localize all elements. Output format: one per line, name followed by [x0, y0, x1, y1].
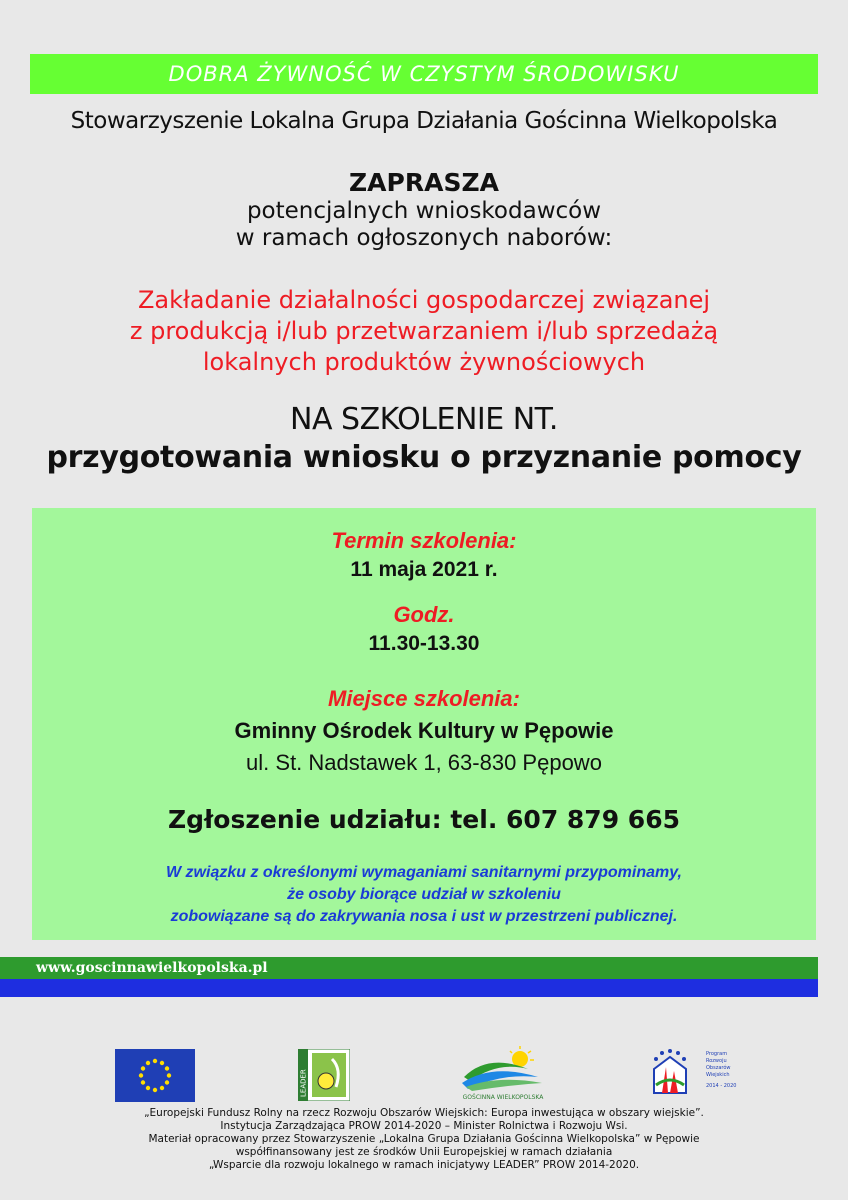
prow-logo-icon	[648, 1045, 750, 1101]
note-line-3: zobowiązane są do zakrywania nosa i ust w przestrzeni publicznej.	[170, 908, 678, 925]
slogan-banner: DOBRA ŻYWNOŚĆ W CZYSTYM ŚRODOWISKU	[30, 54, 818, 94]
prow-text-1: Program	[706, 1051, 728, 1057]
time-value: 11.30-13.30	[368, 632, 480, 655]
blue-stripe	[0, 979, 818, 997]
invite-line-2: w ramach ogłoszonych naborów:	[235, 225, 613, 251]
prow-years: 2014 - 2020	[706, 1083, 737, 1089]
footer-line-2: Instytucja Zarządzająca PROW 2014-2020 – Minister Rolnictwa i Rozwoju Wsi.	[220, 1120, 628, 1132]
footer-line-5: „Wsparcie dla rozwoju lokalnego w ramach inicjatywy LEADER” PROW 2014-2020.	[208, 1159, 640, 1171]
footer-line-3: Materiał opracowany przez Stowarzyszenie „Lokalna Grupa Działania Gościnna Wielkopolska” w Pępowie	[148, 1133, 700, 1145]
footer-line-1: „Europejski Fundusz Rolny na rzecz Rozwoju Obszarów Wiejskich: Europa inwestująca w obszary wiejskie”.	[144, 1107, 704, 1119]
details-panel	[32, 508, 816, 940]
website-link[interactable]: www.goscinnawielkopolska.pl	[36, 960, 268, 976]
eu-flag-icon	[115, 1049, 195, 1102]
lgd-logo-text: GOŚCINNA WIELKOPOLSKA	[462, 1094, 544, 1101]
footer-line-4: współfinansowany jest ze środków Unii Europejskiej w ramach działania	[235, 1146, 613, 1158]
call-topic	[0, 285, 848, 378]
invite-line-1: potencjalnych wnioskodawców	[246, 198, 602, 224]
organization-name: Stowarzyszenie Lokalna Grupa Działania Gościnna Wielkopolska	[70, 108, 778, 134]
date-label: Termin szkolenia:	[331, 528, 517, 553]
prow-text-2: Rozwoju	[706, 1058, 727, 1064]
website-stripe	[0, 957, 818, 979]
note-line-1: W związku z określonymi wymaganiami sanitarnymi przypominamy,	[166, 864, 682, 881]
invite-section	[0, 168, 848, 252]
training-headline	[0, 402, 848, 478]
sanitary-note	[32, 862, 816, 928]
invite-title: ZAPRASZA	[349, 168, 499, 197]
funding-footer	[0, 1107, 848, 1172]
headline-line-1: NA SZKOLENIE NT.	[290, 402, 558, 437]
headline-line-2: przygotowania wniosku o przyznanie pomocy	[46, 440, 802, 475]
leader-logo-icon	[298, 1049, 350, 1101]
topic-line-1: Zakładanie działalności gospodarczej związanej	[137, 286, 711, 314]
note-line-2: że osoby biorące udział w szkoleniu	[287, 886, 561, 903]
contact-phone: Zgłoszenie udziału: tel. 607 879 665	[168, 805, 680, 834]
time-label: Godz.	[393, 602, 455, 627]
place-label: Miejsce szkolenia:	[328, 686, 520, 711]
topic-line-2: z produkcją i/lub przetwarzaniem i/lub sprzedażą	[129, 317, 719, 345]
prow-text-4: Wiejskich	[706, 1072, 730, 1078]
leader-logo-text: LEADER	[299, 1069, 308, 1097]
lgd-logo-icon	[458, 1045, 548, 1101]
place-address: ul. St. Nadstawek 1, 63-830 Pępowo	[246, 750, 602, 775]
date-value: 11 maja 2021 r.	[350, 558, 498, 581]
prow-text-3: Obszarów	[706, 1065, 731, 1071]
topic-line-3: lokalnych produktów żywnościowych	[202, 348, 646, 376]
place-name: Gminny Ośrodek Kultury w Pępowie	[234, 718, 614, 743]
